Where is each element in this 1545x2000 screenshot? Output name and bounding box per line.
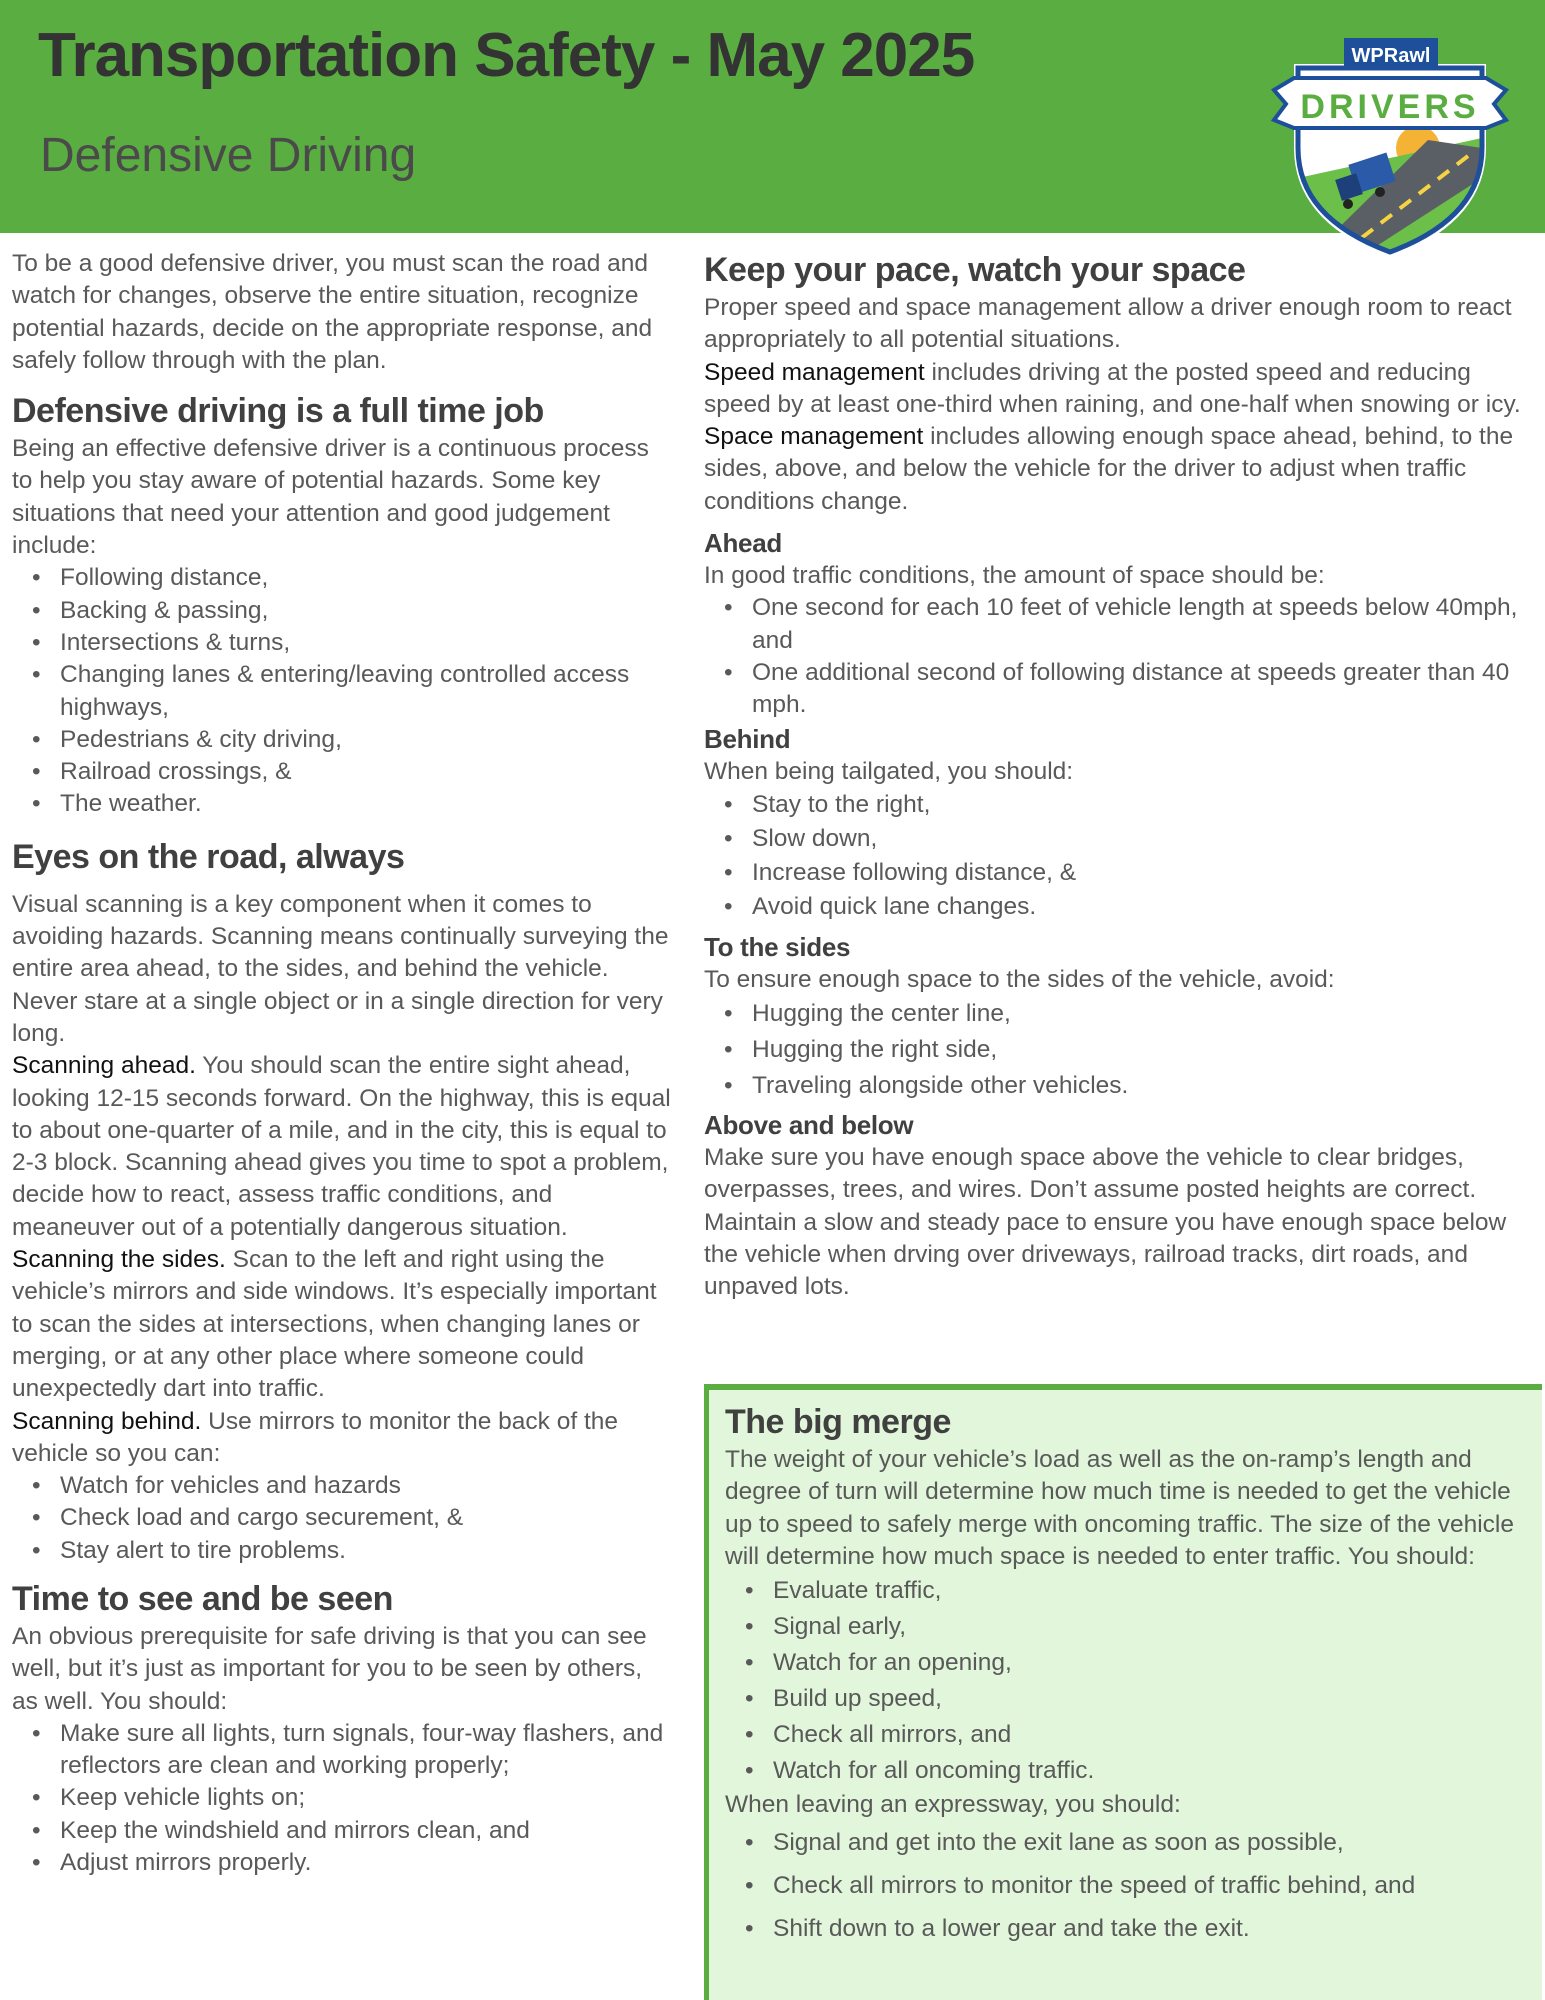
- merge-list: [725, 1573, 1528, 1789]
- list-item: • Build up speed,: [773, 1681, 1528, 1717]
- list-item: • Stay alert to tire problems.: [60, 1535, 672, 1567]
- space-management-text: includes allowing enough space ahead, behind, to the sides, above, and below the vehicle for the driver to adjust when traffic conditions change.: [704, 423, 1514, 515]
- list-item: • Keep the windshield and mirrors clean, and: [60, 1815, 672, 1847]
- list-item: • The weather.: [60, 788, 672, 820]
- intro-text: To be a good defensive driver, you must scan the road and watch for changes, observe the entire situation, recognize potential hazards, decide on the appropriate response, and safely follow through with the plan.: [12, 250, 653, 374]
- list-item: • Signal and get into the exit lane as soon as possible,: [773, 1821, 1528, 1864]
- speed-management-paragraph: [704, 357, 1524, 422]
- list-item: • Backing & passing,: [60, 595, 672, 627]
- list-item: • Hugging the right side,: [752, 1032, 1524, 1068]
- list-item: • Hugging the center line,: [752, 996, 1524, 1032]
- section-heading-pace: Keep your pace, watch your space: [704, 251, 1246, 289]
- big-merge-box: [704, 1384, 1542, 2000]
- see-list: [12, 1718, 672, 1879]
- subheading-sides: To the sides: [704, 931, 851, 962]
- subheading-above: Above and below: [704, 1110, 914, 1141]
- section-body-pace: Proper speed and space management allow a driver enough room to react appropriately to all potential situations.: [704, 294, 1512, 354]
- list-item: • Intersections & turns,: [60, 627, 672, 659]
- scanning-behind-list: [12, 1470, 672, 1567]
- list-item: • Check all mirrors, and: [773, 1717, 1528, 1753]
- list-item: • Make sure all lights, turn signals, four-way flashers, and reflectors are clean and working properly;: [60, 1718, 672, 1783]
- section-heading-eyes: Eyes on the road, always: [12, 837, 405, 876]
- situations-list: [12, 562, 672, 820]
- list-item: • Slow down,: [752, 822, 1524, 856]
- list-item: • Shift down to a lower gear and take the exit.: [773, 1907, 1528, 1950]
- list-item: • Keep vehicle lights on;: [60, 1782, 672, 1814]
- sides-body: To ensure enough space to the sides of the vehicle, avoid:: [704, 965, 1335, 993]
- list-item: • Increase following distance, &: [752, 856, 1524, 890]
- merge-body: The weight of your vehicle’s load as well as the on-ramp’s length and degree of turn will determine how much time is needed to get the vehicle up to speed to safely merge with oncoming traffic. The size of the vehicle will determine how much space is needed to enter traffic. You should:: [725, 1446, 1514, 1570]
- list-item: • One additional second of following distance at speeds greater than 40 mph.: [752, 657, 1524, 722]
- scanning-sides-paragraph: [12, 1244, 672, 1405]
- merge-leaving-text: When leaving an expressway, you should:: [725, 1791, 1181, 1819]
- list-item: • Railroad crossings, &: [60, 756, 672, 788]
- list-item: • Evaluate traffic,: [773, 1573, 1528, 1609]
- list-item: • Pedestrians & city driving,: [60, 724, 672, 756]
- list-item: • Signal early,: [773, 1609, 1528, 1645]
- speed-management-label: Speed management: [704, 358, 925, 386]
- above-body: Make sure you have enough space above the vehicle to clear bridges, overpasses, trees, and wires. Don’t assume posted heights are correct. Maintain a slow and steady pace to ensure you have enough space below the vehicle when drving over driveways, railroad tracks, dirt roads, and unpaved lots.: [704, 1144, 1507, 1301]
- list-item: • Stay to the right,: [752, 788, 1524, 822]
- drivers-logo: [1268, 28, 1512, 258]
- section-heading-see: Time to see and be seen: [12, 1579, 393, 1618]
- speed-management-text: includes driving at the posted speed and reducing speed by at least one-third when raining, and one-half when snowing or icy.: [704, 358, 1521, 418]
- space-management-paragraph: [704, 421, 1524, 518]
- logo-drivers-text: DRIVERS: [1300, 88, 1480, 126]
- list-item: • Following distance,: [60, 562, 672, 594]
- ahead-list: [704, 592, 1524, 721]
- page-subtitle: Defensive Driving: [40, 129, 417, 182]
- section-body-fulltime: Being an effective defensive driver is a continuous process to help you stay aware of potential hazards. Some key situations that need your attention and good judgement include:: [12, 435, 649, 560]
- list-item: • Watch for all oncoming traffic.: [773, 1753, 1528, 1789]
- list-item: • Traveling alongside other vehicles.: [752, 1068, 1524, 1104]
- header-banner: [0, 0, 1545, 233]
- section-heading-fulltime: Defensive driving is a full time job: [12, 392, 544, 431]
- list-item: • Watch for an opening,: [773, 1645, 1528, 1681]
- behind-list: [704, 788, 1524, 924]
- ahead-body: In good traffic conditions, the amount of space should be:: [704, 562, 1325, 590]
- scanning-ahead-paragraph: [12, 1050, 672, 1244]
- scanning-sides-text: Scan to the left and right using the vehicle’s mirrors and side windows. It’s especially important to scan the sides at intersections, when changing lanes or merging, or at any other place where someone could unexpectedly dart into traffic.: [12, 1246, 657, 1403]
- leaving-list: [725, 1821, 1528, 1950]
- space-management-label: Space management: [704, 423, 924, 451]
- section-body-eyes: Visual scanning is a key component when it comes to avoiding hazards. Scanning means continually surveying the entire area ahead, to the sides, and behind the vehicle. Never stare at a single object or in a single direction for very long.: [12, 890, 669, 1047]
- page-title: Transportation Safety - May 2025: [38, 21, 975, 90]
- list-item: • One second for each 10 feet of vehicle length at speeds below 40mph, and: [752, 592, 1524, 657]
- logo-brand: WPRawl: [1351, 45, 1431, 67]
- list-item: • Check all mirrors to monitor the speed of traffic behind, and: [773, 1864, 1528, 1907]
- list-item: • Watch for vehicles and hazards: [60, 1470, 672, 1502]
- scanning-behind-text: Use mirrors to monitor the back of the vehicle so you can:: [12, 1407, 619, 1467]
- section-body-see: An obvious prerequisite for safe driving is that you can see well, but it’s just as important for you to be seen by others, as well. You should:: [12, 1622, 647, 1715]
- subheading-ahead: Ahead: [704, 528, 782, 559]
- list-item: • Check load and cargo securement, &: [60, 1502, 672, 1534]
- scanning-ahead-text: You should scan the entire sight ahead, looking 12-15 seconds forward. On the highway, this is equal to about one-quarter of a mile, and in the city, this is equal to 2-3 block. Scanning ahead gives you time to spot a problem, decide how to react, assess traffic conditions, and meaneuver out of a potentially dangerous situation.: [12, 1052, 671, 1241]
- list-item: • Adjust mirrors properly.: [60, 1847, 672, 1879]
- merge-heading: The big merge: [725, 1403, 951, 1441]
- list-item: • Avoid quick lane changes.: [752, 890, 1524, 924]
- right-column: [704, 248, 1524, 1304]
- behind-body: When being tailgated, you should:: [704, 757, 1074, 785]
- scanning-ahead-label: Scanning ahead.: [12, 1052, 196, 1080]
- scanning-sides-label: Scanning the sides.: [12, 1246, 226, 1274]
- subheading-behind: Behind: [704, 723, 791, 754]
- scanning-behind-paragraph: [12, 1406, 672, 1471]
- left-column: [12, 248, 672, 1879]
- list-item: • Changing lanes & entering/leaving controlled access highways,: [60, 659, 672, 724]
- sides-list: [704, 996, 1524, 1104]
- scanning-behind-label: Scanning behind.: [12, 1407, 202, 1435]
